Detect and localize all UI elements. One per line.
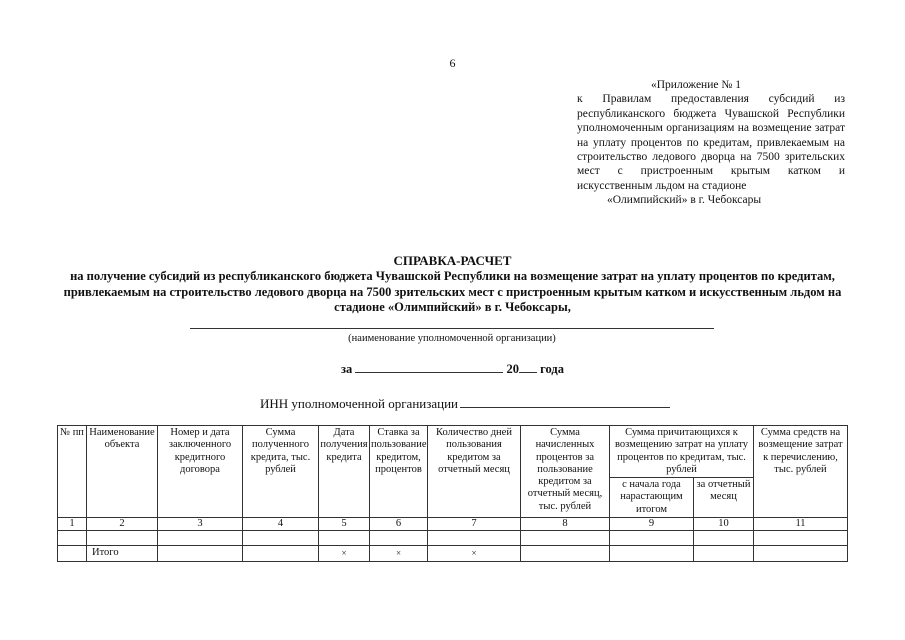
column-number: 1 xyxy=(58,518,87,531)
cross-mark: × xyxy=(319,546,370,562)
table-cell[interactable] xyxy=(610,531,694,546)
appendix-body: к Правилам предоставления субсидий из республиканского бюджета Чувашской Республики уполномоченным организациям на возмещение затрат на уплату процентов по кредитам, привлекаемым на строительство ледового дворца на 7500 зрительских мест с пристроенным крытым катком и искусственным льдом на стадионе xyxy=(577,93,845,192)
inn-blank xyxy=(460,397,670,408)
table-cell[interactable] xyxy=(754,546,848,562)
header-reporting-month: за отчетный месяц xyxy=(694,478,754,518)
table-cell[interactable] xyxy=(694,546,754,562)
column-number: 8 xyxy=(521,518,610,531)
column-number: 2 xyxy=(87,518,158,531)
total-label: Итого xyxy=(87,546,158,562)
header-loan-date: Дата получения кредита xyxy=(319,426,370,518)
column-number: 6 xyxy=(370,518,428,531)
page-number: 6 xyxy=(449,56,456,70)
year-blank xyxy=(519,362,537,373)
reporting-period xyxy=(0,362,905,377)
column-number: 7 xyxy=(428,518,521,531)
table-cell xyxy=(58,546,87,562)
inn-label: ИНН уполномоченной организации xyxy=(260,396,459,411)
header-year-to-date: с начала года нарастающим итогом xyxy=(610,478,694,518)
appendix-title: «Приложение № 1 xyxy=(651,79,741,91)
table-cell[interactable] xyxy=(521,546,610,562)
table-cell[interactable] xyxy=(158,531,243,546)
period-year: 20 xyxy=(506,362,520,376)
header-rate: Ставка за пользование кредитом, процентов xyxy=(370,426,428,518)
table-cell[interactable] xyxy=(243,546,319,562)
column-number: 11 xyxy=(754,518,848,531)
column-number: 5 xyxy=(319,518,370,531)
table-cell[interactable] xyxy=(428,531,521,546)
header-days: Количество дней пользования кредитом за отчетный месяц xyxy=(428,426,521,518)
table-cell[interactable] xyxy=(319,531,370,546)
inn-row xyxy=(260,396,670,412)
table-cell[interactable] xyxy=(58,531,87,546)
column-number: 10 xyxy=(694,518,754,531)
header-accrued-interest: Сумма начисленных процентов за пользование кредитом за отчетный месяц, тыс. рублей xyxy=(521,426,610,518)
table-cell[interactable] xyxy=(521,531,610,546)
table-cell[interactable] xyxy=(87,531,158,546)
total-row xyxy=(58,546,848,562)
header-loan-amount: Сумма полученного кредита, тыс. рублей xyxy=(243,426,319,518)
appendix-last-line: «Олимпийский» в г. Чебоксары xyxy=(607,194,762,207)
header-object-name: Наименование объекта xyxy=(87,426,158,518)
table-cell[interactable] xyxy=(243,531,319,546)
header-reimbursement-group: Сумма причитающихся к возмещению затрат на уплату процентов по кредитам, тыс. рублей xyxy=(610,426,754,478)
cross-mark: × xyxy=(428,546,521,562)
header-transfer-amount: Сумма средств на возмещение затрат к перечислению, тыс. рублей xyxy=(754,426,848,518)
table-cell[interactable] xyxy=(610,546,694,562)
appendix-block xyxy=(577,78,845,208)
document-title: СПРАВКА-РАСЧЕТ xyxy=(393,253,512,268)
document-subtitle: на получение субсидий из республиканского бюджета Чувашской Республики на возмещение затрат на уплату процентов по кредитам, привлекаемым на строительство ледового дворца на 7500 зрительских мест с пристроенным крытым катком и искусственным льдом на стадионе «Олимпийский» в г. Чебоксары, xyxy=(63,269,842,314)
period-suffix: года xyxy=(540,362,564,376)
period-blank xyxy=(355,362,503,373)
header-row xyxy=(58,426,848,478)
column-number: 9 xyxy=(610,518,694,531)
organization-name-line xyxy=(190,328,714,329)
column-number-row xyxy=(58,518,848,531)
column-number: 4 xyxy=(243,518,319,531)
table-cell[interactable] xyxy=(694,531,754,546)
header-number: № пп xyxy=(58,426,87,518)
column-number: 3 xyxy=(158,518,243,531)
period-prefix: за xyxy=(341,362,353,376)
cross-mark: × xyxy=(370,546,428,562)
table-row xyxy=(58,531,848,546)
table-cell[interactable] xyxy=(158,546,243,562)
table-cell[interactable] xyxy=(370,531,428,546)
table-cell[interactable] xyxy=(754,531,848,546)
header-contract: Номер и дата заключенного кредитного договора xyxy=(158,426,243,518)
organization-caption: (наименование уполномоченной организации) xyxy=(348,333,556,344)
calculation-table xyxy=(57,425,848,562)
